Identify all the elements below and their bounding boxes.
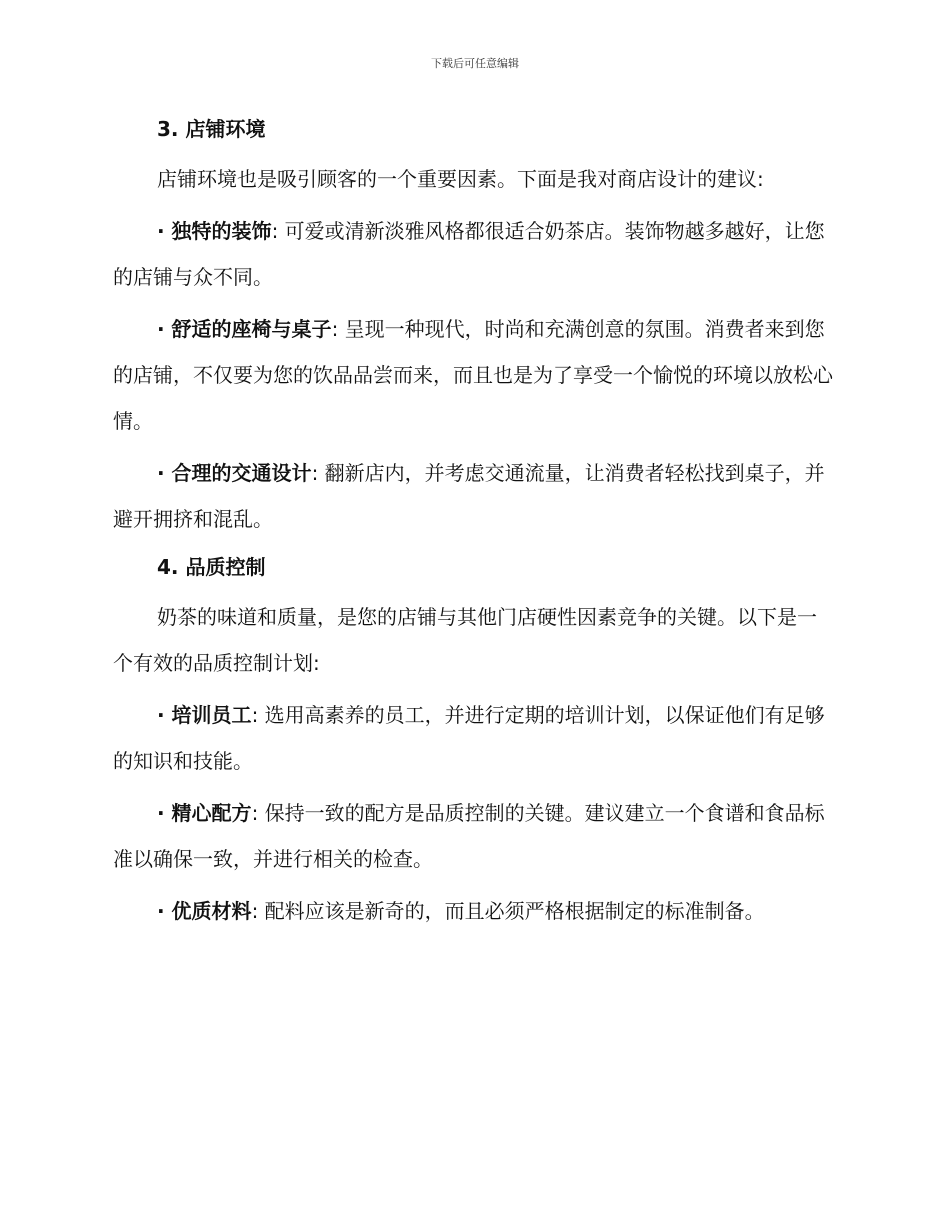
- list-item-materials: [113, 888, 833, 934]
- item-text: 呈现一种现代，时尚和充满创意的氛围。消费者来到您的店铺，不仅要为您的饮品品尝而来，而且也是为了享受一个愉悦的环境以放松心情。: [113, 317, 833, 433]
- section-heading-quality-control: 4. 品质控制: [157, 555, 266, 579]
- item-label: · 培训员工: [157, 703, 252, 727]
- item-text: 保持一致的配方是品质控制的关键。建议建立一个食谱和食品标准以确保一致，并进行相关的检查。: [113, 801, 825, 871]
- page-header-note: 下载后可任意编辑: [431, 57, 519, 70]
- list-item-recipe: [113, 790, 833, 882]
- item-separator: :: [311, 461, 319, 485]
- item-text: 可爱或清新淡雅风格都很适合奶茶店。装饰物越多越好，让您的店铺与众不同。: [113, 219, 825, 289]
- list-item-seating: [113, 306, 833, 444]
- section-intro: 店铺环境也是吸引顾客的一个重要因素。下面是我对商店设计的建议:: [157, 167, 764, 191]
- item-text: 配料应该是新奇的，而且必须严格根据制定的标准制备。: [264, 899, 765, 923]
- document-body: [113, 110, 833, 940]
- item-text: 选用高素养的员工，并进行定期的培训计划，以保证他们有足够的知识和技能。: [113, 703, 825, 773]
- section-heading-store-environment: 3. 店铺环境: [157, 117, 266, 141]
- item-separator: :: [251, 801, 259, 825]
- item-label: · 精心配方: [157, 801, 252, 825]
- item-label: · 独特的装饰: [157, 219, 272, 243]
- item-separator: :: [251, 703, 259, 727]
- item-label: · 合理的交通设计: [157, 461, 312, 485]
- list-item-decoration: [113, 208, 833, 300]
- item-label: · 舒适的座椅与桌子: [157, 317, 332, 341]
- item-separator: :: [331, 317, 339, 341]
- list-item-traffic-design: [113, 450, 833, 542]
- item-label: · 优质材料: [157, 899, 252, 923]
- list-item-staff-training: [113, 692, 833, 784]
- item-text: 翻新店内，并考虑交通流量，让消费者轻松找到桌子，并避开拥挤和混乱。: [113, 461, 825, 531]
- section-intro: 奶茶的味道和质量，是您的店铺与其他门店硬性因素竞争的关键。以下是一个有效的品质控制计划:: [113, 605, 817, 675]
- item-separator: :: [251, 899, 259, 923]
- item-separator: :: [271, 219, 279, 243]
